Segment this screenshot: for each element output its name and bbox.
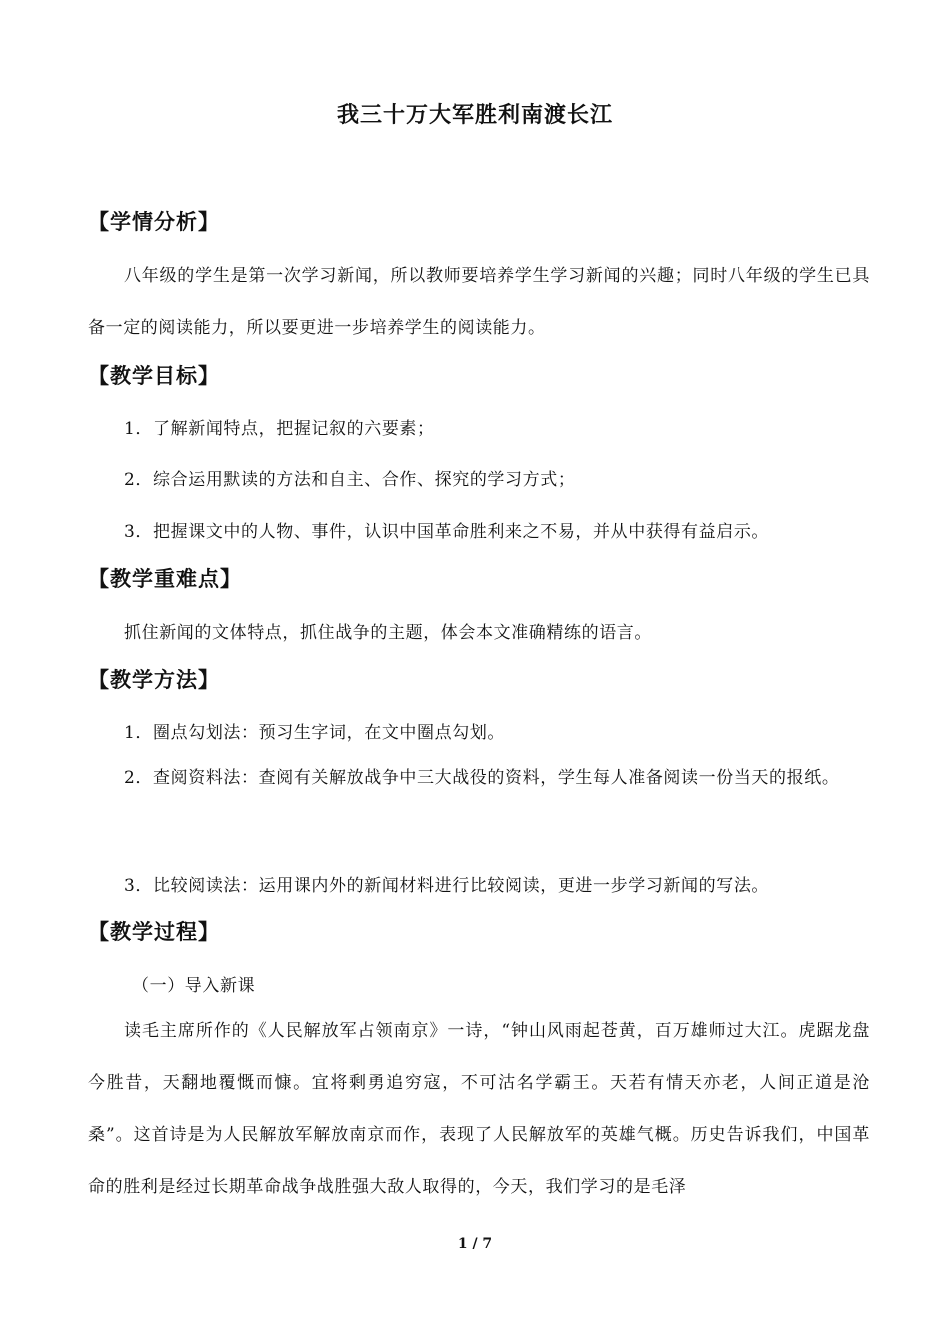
method-item-2: 2．查阅资料法：查阅有关解放战争中三大战役的资料，学生每人准备阅读一份当天的报纸。 [124, 768, 840, 788]
heading-process: 【教学过程】 [88, 919, 220, 944]
paragraph-keypoints: 抓住新闻的文体特点，抓住战争的主题，体会本文准确精练的语言。 [124, 623, 652, 643]
document-title: 我三十万大军胜利南渡长江 [336, 102, 613, 128]
goal-item-2: 2．综合运用默读的方法和自主、合作、探究的学习方式； [124, 470, 576, 490]
goal-item-3: 3．把握课文中的人物、事件，认识中国革命胜利来之不易，并从中获得有益启示。 [124, 522, 770, 542]
heading-analysis: 【学情分析】 [88, 209, 220, 234]
heading-keypoints: 【教学重难点】 [88, 566, 242, 591]
paragraph-process: 读毛主席所作的《人民解放军占领南京》一诗，“钟山风雨起苍黄，百万雄师过大江。虎踞龙盘今胜昔，天翻地覆慨而慷。宜将剩勇追穷寇，不可沽名学霸王。天若有情天亦老，人间正道是沧桑”。这首诗是为人民解放军解放南京而作，表现了人民解放军的英雄气概。历史告诉我们，中国革命的胜利是经过长期革命战争战胜强大敌人取得的，今天，我们学习的是毛泽 [88, 1021, 870, 1197]
paragraph-analysis: 八年级的学生是第一次学习新闻，所以教师要培养学生学习新闻的兴趣；同时八年级的学生已具备一定的阅读能力，所以要更进一步培养学生的阅读能力。 [88, 266, 870, 338]
page-number: 1 / 7 [457, 1236, 493, 1252]
heading-methods: 【教学方法】 [88, 667, 220, 692]
method-item-3: 3．比较阅读法：运用课内外的新闻材料进行比较阅读，更进一步学习新闻的写法。 [124, 876, 770, 896]
process-subheading: （一）导入新课 [132, 976, 256, 996]
heading-goals: 【教学目标】 [88, 363, 220, 388]
method-item-1: 1．圈点勾划法：预习生字词，在文中圈点勾划。 [124, 723, 506, 743]
goal-item-1: 1．了解新闻特点，把握记叙的六要素； [124, 419, 435, 439]
